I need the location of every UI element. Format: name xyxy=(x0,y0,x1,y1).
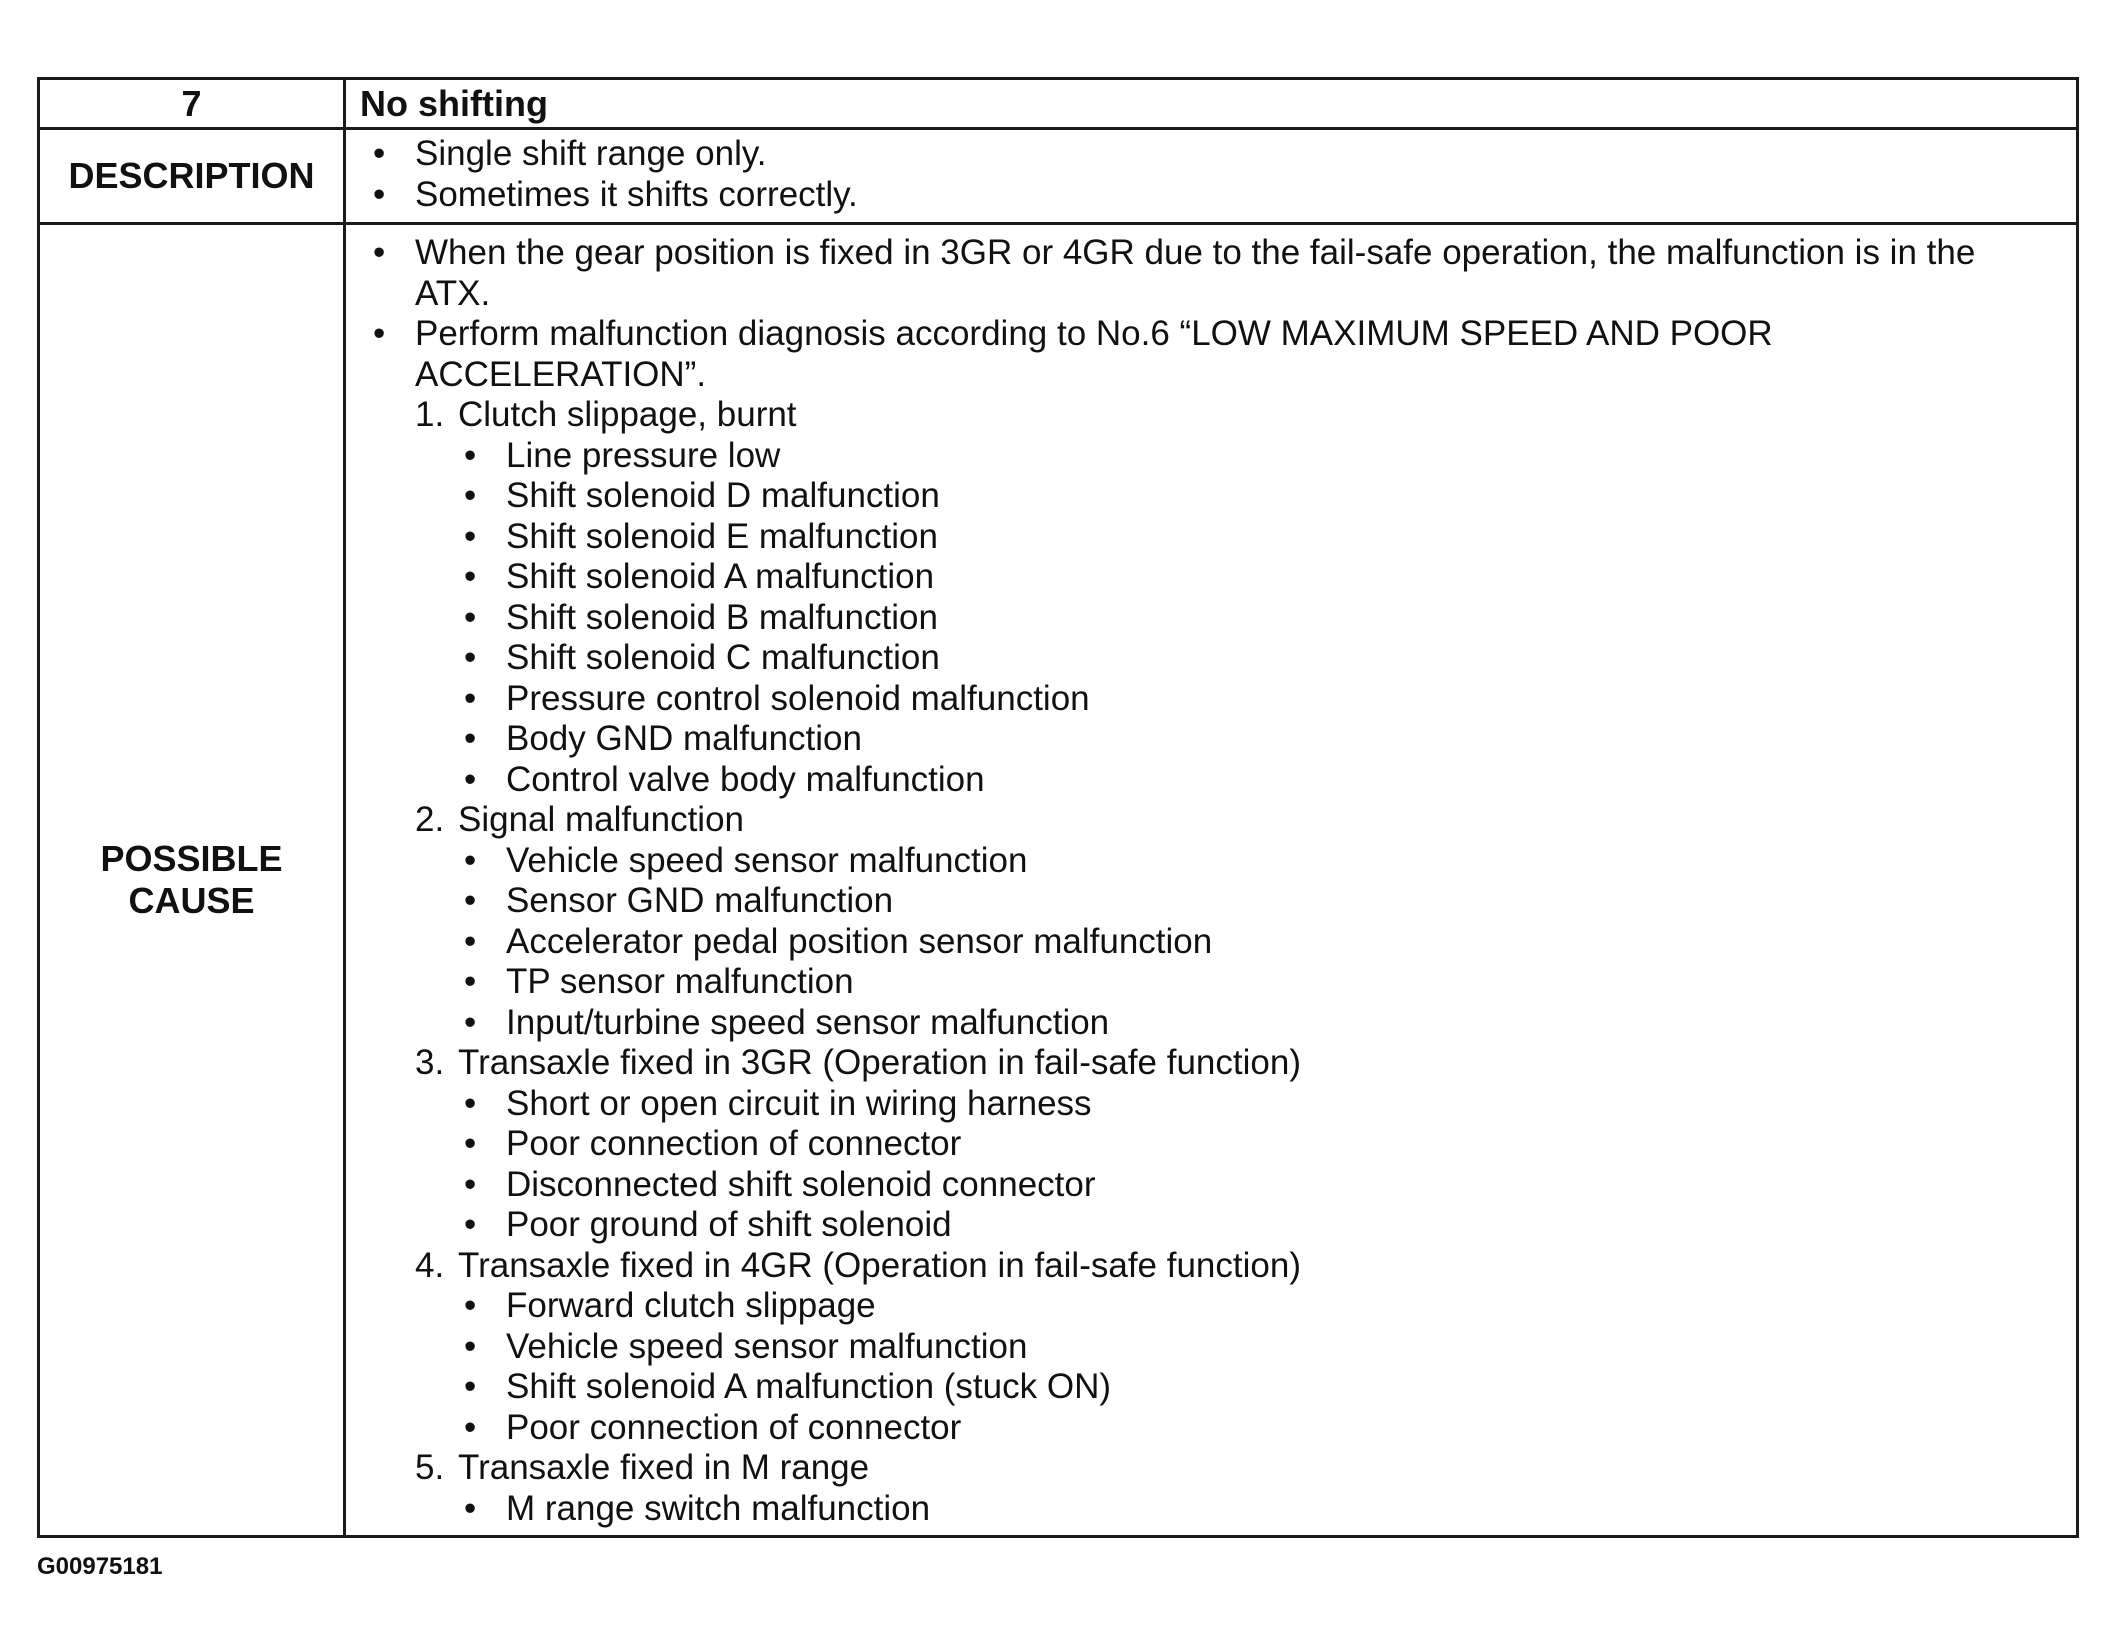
cause-sub-item-text: Body GND malfunction xyxy=(506,719,862,758)
cause-group-number: 4. xyxy=(415,1245,445,1285)
description-row xyxy=(39,129,2078,224)
cause-sub-item-text: Shift solenoid E malfunction xyxy=(506,516,938,556)
cause-sub-item-text: Poor ground of shift solenoid xyxy=(506,1205,952,1244)
bullet-icon: • xyxy=(464,638,477,677)
cause-intro-item xyxy=(360,233,2062,314)
cause-sub-item-text: Accelerator pedal position sensor malfunction xyxy=(506,921,1213,961)
description-item xyxy=(360,134,2062,175)
cause-sub-item xyxy=(360,476,2062,517)
cause-sub-item xyxy=(360,841,2062,882)
bullet-icon: • xyxy=(464,678,477,718)
cause-group-title-text: Transaxle fixed in 4GR (Operation in fail-safe function) xyxy=(458,1245,1301,1285)
bullet-icon: • xyxy=(464,1124,477,1163)
bullet-icon: • xyxy=(464,840,477,880)
bullet-icon: • xyxy=(464,1083,477,1123)
bullet-icon: • xyxy=(464,1205,477,1244)
cause-sub-item xyxy=(360,881,2062,922)
cause-group-number: 3. xyxy=(415,1043,445,1082)
cause-sub-item-text: Shift solenoid D malfunction xyxy=(506,476,940,515)
cause-sub-item xyxy=(360,638,2062,679)
cause-group-number: 5. xyxy=(415,1448,445,1487)
cause-sub-item-text: Shift solenoid A malfunction xyxy=(506,557,935,596)
bullet-icon: • xyxy=(373,233,386,272)
possible-cause-content xyxy=(345,224,2078,1537)
cause-sub-item xyxy=(360,1367,2062,1408)
cause-sub-item xyxy=(360,1286,2062,1327)
cause-sub-item xyxy=(360,1205,2062,1246)
cause-sub-item-text: Poor connection of connector xyxy=(506,1407,962,1447)
cause-sub-item xyxy=(360,962,2062,1003)
description-item xyxy=(360,175,2062,216)
possible-cause-label xyxy=(39,224,345,1537)
cause-sub-item-text: Sensor GND malfunction xyxy=(506,881,894,920)
bullet-icon: • xyxy=(464,1002,477,1042)
cause-group-title xyxy=(360,1043,2062,1084)
cause-intro-line: ACCELERATION”. xyxy=(415,354,707,394)
cause-group-title-text: Clutch slippage, burnt xyxy=(458,395,797,434)
bullet-icon: • xyxy=(464,516,477,556)
cause-group-title-text: Signal malfunction xyxy=(458,800,744,839)
cause-group-title-text: Transaxle fixed in M range xyxy=(458,1448,870,1487)
cause-sub-item xyxy=(360,719,2062,760)
cause-sub-item-text: Vehicle speed sensor malfunction xyxy=(506,840,1028,880)
diagnosis-table xyxy=(37,77,2079,1538)
cause-intro-line: When the gear position is fixed in 3GR or 4GR due to the fail-safe operation, the malfunction is in the xyxy=(415,233,1976,272)
cause-sub-item-text: Line pressure low xyxy=(506,435,781,475)
cause-group-title xyxy=(360,800,2062,841)
cause-sub-item xyxy=(360,517,2062,558)
bullet-icon: • xyxy=(464,1164,477,1204)
cause-sub-item xyxy=(360,1084,2062,1125)
cause-sub-item-text: Shift solenoid C malfunction xyxy=(506,638,940,677)
cause-sub-item-text: Forward clutch slippage xyxy=(506,1286,876,1325)
cause-intro-line: Perform malfunction diagnosis according to No.6 “LOW MAXIMUM SPEED AND POOR xyxy=(415,314,1773,353)
cause-sub-item-text: Shift solenoid A malfunction (stuck ON) xyxy=(506,1367,1111,1406)
description-item-text: Sometimes it shifts correctly. xyxy=(415,174,858,214)
bullet-icon: • xyxy=(464,1488,477,1528)
bullet-icon: • xyxy=(464,1286,477,1325)
cause-sub-item xyxy=(360,436,2062,477)
bullet-icon: • xyxy=(464,1326,477,1366)
cause-sub-item xyxy=(360,922,2062,963)
cause-sub-item-text: Control valve body malfunction xyxy=(506,759,985,799)
symptom-title: No shifting xyxy=(345,79,2078,129)
description-item-text: Single shift range only. xyxy=(415,134,767,173)
cause-sub-item-text: Input/turbine speed sensor malfunction xyxy=(506,1002,1110,1042)
cause-sub-item-text: Disconnected shift solenoid connector xyxy=(506,1164,1096,1204)
bullet-icon: • xyxy=(464,759,477,799)
possible-cause-label-line2: CAUSE xyxy=(128,880,255,921)
possible-cause-row xyxy=(39,224,2078,1537)
bullet-icon: • xyxy=(464,1367,477,1406)
cause-sub-item-text: Poor connection of connector xyxy=(506,1124,962,1163)
cause-sub-item xyxy=(360,598,2062,639)
bullet-icon: • xyxy=(464,476,477,515)
cause-sub-item-text: TP sensor malfunction xyxy=(506,962,854,1001)
bullet-icon: • xyxy=(464,1407,477,1447)
description-content xyxy=(345,129,2078,224)
cause-sub-item-text: Shift solenoid B malfunction xyxy=(506,597,938,637)
cause-group-number: 2. xyxy=(415,800,445,839)
bullet-icon: • xyxy=(464,557,477,596)
bullet-icon: • xyxy=(373,314,386,353)
cause-sub-item-text: Pressure control solenoid malfunction xyxy=(506,678,1090,718)
table-header-row xyxy=(39,79,2078,129)
cause-sub-item xyxy=(360,1003,2062,1044)
cause-intro-line: ATX. xyxy=(415,273,491,313)
cause-group-title xyxy=(360,1246,2062,1287)
cause-sub-item xyxy=(360,760,2062,801)
description-label: DESCRIPTION xyxy=(39,129,345,224)
bullet-icon: • xyxy=(373,174,386,214)
cause-sub-item xyxy=(360,557,2062,598)
cause-group-title-text: Transaxle fixed in 3GR (Operation in fail-safe function) xyxy=(458,1043,1301,1082)
cause-sub-item xyxy=(360,1165,2062,1206)
bullet-icon: • xyxy=(464,962,477,1001)
bullet-icon: • xyxy=(464,921,477,961)
cause-sub-item xyxy=(360,679,2062,720)
bullet-icon: • xyxy=(464,435,477,475)
cause-sub-item xyxy=(360,1124,2062,1165)
cause-sub-item xyxy=(360,1489,2062,1530)
cause-group-title xyxy=(360,1448,2062,1489)
cause-sub-item-text: Short or open circuit in wiring harness xyxy=(506,1083,1092,1123)
bullet-icon: • xyxy=(464,719,477,758)
possible-cause-label-line1: POSSIBLE xyxy=(100,838,283,879)
bullet-icon: • xyxy=(464,881,477,920)
figure-code: G00975181 xyxy=(37,1553,163,1580)
cause-group-title xyxy=(360,395,2062,436)
cause-sub-item xyxy=(360,1327,2062,1368)
bullet-icon: • xyxy=(373,134,386,173)
cause-group-number: 1. xyxy=(415,395,445,434)
bullet-icon: • xyxy=(464,597,477,637)
cause-sub-item xyxy=(360,1408,2062,1449)
cause-intro-item xyxy=(360,314,2062,395)
cause-sub-item-text: Vehicle speed sensor malfunction xyxy=(506,1326,1028,1366)
symptom-number: 7 xyxy=(39,79,345,129)
cause-sub-item-text: M range switch malfunction xyxy=(506,1488,931,1528)
